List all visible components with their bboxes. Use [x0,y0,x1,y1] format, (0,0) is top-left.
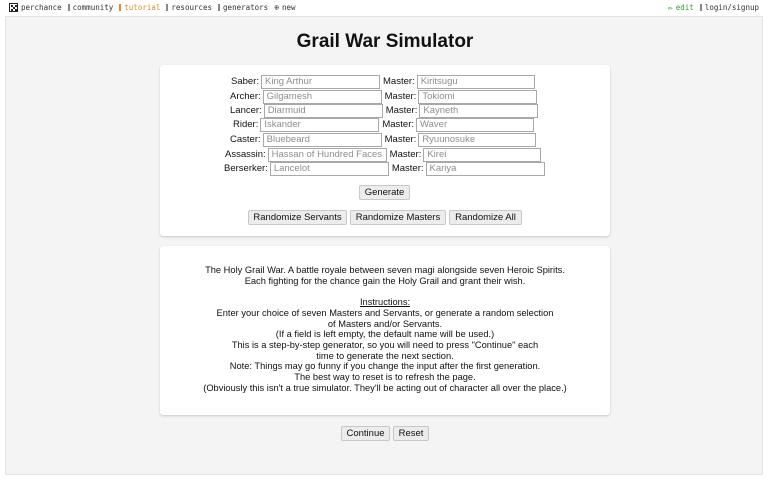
nav-login[interactable] [700,3,759,12]
instruction-line: (Obviously this isn't a true simulator. They'll be acting out of character all over the place.) [203,382,567,393]
instruction-line: time to generate the next section. [316,350,454,361]
nav-new-label: new [282,3,296,12]
row-assassin [225,147,541,162]
resources-icon [166,4,168,11]
randomize-all-button[interactable]: Randomize All [449,210,522,225]
plus-circle-icon: ⊕ [274,2,280,12]
nav-community-label: community [72,3,114,12]
caster-master-label: Master: [384,134,417,145]
assassin-servant-input[interactable] [268,148,387,162]
assassin-master-input[interactable] [423,148,541,162]
caster-master-input[interactable] [418,133,536,147]
instruction-line: (If a field is left empty, the default name will be used.) [275,329,495,340]
description-card [160,246,610,415]
instruction-line: This is a step-by-step generator, so you will need to press "Continue" each [231,339,539,350]
instruction-line: The best way to reset is to refresh the page. [294,372,476,383]
nav-new[interactable] [274,3,295,12]
rider-master-label: Master: [382,119,415,130]
nav-community[interactable] [68,3,114,12]
nav-perchance-label: perchance [21,3,62,12]
nav-generators[interactable] [218,3,268,12]
nav-tutorial-label: tutorial [124,3,161,12]
top-nav [0,0,768,16]
intro-line-1: The Holy Grail War. A battle royale between seven magi alongside seven Heroic Spirits. [205,265,565,275]
description-text [160,265,610,393]
row-berserker [224,161,545,176]
randomize-masters-button[interactable]: Randomize Masters [350,210,446,225]
berserker-master-label: Master: [391,163,424,174]
instruction-line: Enter your choice of seven Masters and Servants, or generate a random selection [216,307,554,318]
row-archer [230,89,537,104]
continue-button[interactable]: Continue [341,426,390,441]
row-caster [230,132,536,147]
row-rider [233,117,534,132]
top-nav-left [9,3,296,12]
instruction-line: Note: Things may go funny if you change the input after the first generation. [229,361,541,372]
row-lancer [230,103,538,118]
intro-line-2: Each fighting for the chance gain the Holy Grail and grant their wish. [244,275,526,286]
row-saber [231,74,535,89]
berserker-master-input[interactable] [426,162,545,176]
chat-icon [68,4,70,11]
nav-edit-label: edit [675,3,694,12]
nav-resources-label: resources [171,3,213,12]
berserker-servant-input[interactable] [270,162,389,176]
lancer-label: Lancer: [230,105,262,116]
pencil-icon: ✏ [667,2,673,12]
saber-servant-input[interactable] [261,75,380,89]
generator-frame [5,16,763,475]
dice-icon [9,3,18,12]
generate-button[interactable]: Generate [359,185,410,200]
rider-servant-input[interactable] [260,118,379,132]
nav-resources[interactable] [166,3,212,12]
caster-servant-input[interactable] [263,133,382,147]
archer-master-input[interactable] [418,90,537,104]
berserker-label: Berserker: [224,163,268,174]
randomize-servants-button[interactable]: Randomize Servants [248,210,347,225]
nav-tutorial[interactable] [119,3,160,12]
instruction-line: of Masters and/or Servants. [327,318,443,329]
nav-login-label: login/signup [704,3,759,12]
nav-edit[interactable] [668,3,694,12]
user-icon [700,4,702,11]
lancer-master-label: Master: [385,105,418,116]
nav-generators-label: generators [223,3,269,12]
caster-label: Caster: [230,134,261,145]
assassin-master-label: Master: [389,149,422,160]
archer-master-label: Master: [384,91,417,102]
generators-icon [218,4,220,11]
lancer-servant-input[interactable] [264,104,383,118]
saber-label: Saber: [231,76,259,87]
assassin-label: Assassin: [225,149,266,160]
rider-label: Rider: [233,119,259,130]
rider-master-input[interactable] [416,118,534,132]
book-icon [119,4,121,11]
input-card [160,65,610,236]
archer-label: Archer: [230,91,261,102]
saber-master-label: Master: [383,76,415,87]
nav-perchance[interactable] [9,3,62,12]
reset-button[interactable]: Reset [393,426,429,441]
saber-master-input[interactable] [417,75,535,89]
top-nav-right [668,3,759,12]
archer-servant-input[interactable] [263,90,382,104]
page-title: Grail War Simulator [296,31,474,52]
instructions-heading: Instructions: [359,297,411,308]
lancer-master-input[interactable] [419,104,538,118]
